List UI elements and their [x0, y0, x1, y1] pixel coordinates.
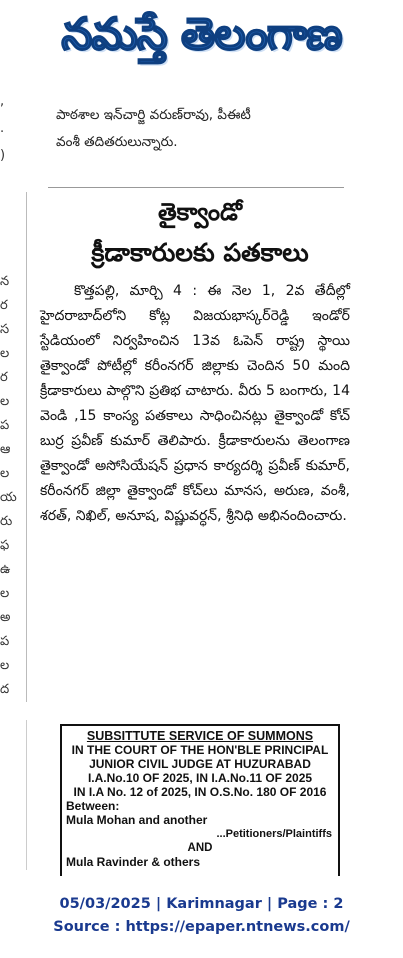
party-name: Mula Ravinder & others: [66, 855, 201, 869]
case-number-line: IN I.A No. 12 of 2025, IN O.S.No. 180 OF 2016: [73, 785, 327, 799]
between-label: Between:: [66, 799, 120, 813]
cut-off-line: [56, 82, 356, 102]
footer-source: Source : https://epaper.ntnews.com/: [53, 919, 350, 935]
article-paragraph: కొత్తపల్లి, మార్చి 4 : ఈ నెల 1, 2వ తేదీల్లో హైదరాబాద్‌లోని కోట్ల విజయభాస్కర్‌రెడ్డి ఇండోర్‌ స్టేడియంలో నిర్వహించిన 13వ ఓపెన్‌ రాష్ట్ర స్థాయి తైక్వాండో పోటీల్లో కరీంనగర్‌ జిల్లాకు చెందిన 50 మంది క్రీడాకారులు పాల్గొని ప్రతిభ చాటారు. వీరు 5 బంగారు, 14 వెండి ,15 కాంస్య పతకాలు సాధించినట్లు తైక్వాండో కోచ్‌ బుర్ర ప్రవీణ్‌ కుమార్‌ తెలిపారు. క్రీడాకారులను తెలంగాణ తైక్వాండో అసోసియేషన్‌ ప్రధాన కార్యదర్శి ప్రవీణ్‌ కుమార్‌, కరీంనగర్‌ జిల్లా తైక్వాండో కోచ్‌లు మానస, అరుణ, వంశీ, శరత్‌, నిఖిల్‌, అనూష, విష్ణువర్ధన్‌, శ్రీనిధి అభినందించారు.: [40, 283, 350, 524]
and-label: AND: [187, 842, 213, 854]
party-role: ...Petitioners/Plaintiffs: [216, 828, 332, 840]
article-body: [40, 279, 350, 529]
headline-line-2: క్రీడాకారులకు పతకాలు: [91, 238, 309, 267]
column-rule: [26, 192, 27, 702]
legal-notice: [60, 724, 340, 876]
column-rule: [26, 720, 27, 870]
previous-article-tail: [56, 88, 356, 156]
adjacent-column-fragment: , . ): [0, 94, 6, 163]
previous-article-line: వంశీ తదితరులున్నారు.: [56, 134, 178, 150]
section-divider: [48, 187, 344, 188]
newspaper-logo: నమస్తే తెలంగాణ: [61, 9, 342, 60]
case-number-line: I.A.No.10 OF 2025, IN I.A.No.11 OF 2025: [87, 771, 313, 785]
court-line: IN THE COURT OF THE HON'BLE PRINCIPAL: [71, 743, 329, 757]
court-line: JUNIOR CIVIL JUDGE AT HUZURABAD: [89, 757, 311, 771]
adjacent-column-fragment: న ర స ల ర ల ప ఆ ల య రు ఫ ఉ ల అ ప ల ద: [0, 274, 17, 697]
footer-date-edition: 05/03/2025 | Karimnagar | Page : 2: [59, 896, 344, 912]
headline-line-1: తైక్వాండో: [157, 198, 243, 226]
party-name: Mula Mohan and another: [66, 813, 208, 827]
notice-title: SUBSITTUTE SERVICE OF SUMMONS: [86, 729, 314, 743]
masthead: [0, 0, 403, 80]
previous-article-line: పాఠశాల ఇన్‌చార్జి వరుణ్‌రావు, పీఈటీ: [56, 107, 251, 123]
